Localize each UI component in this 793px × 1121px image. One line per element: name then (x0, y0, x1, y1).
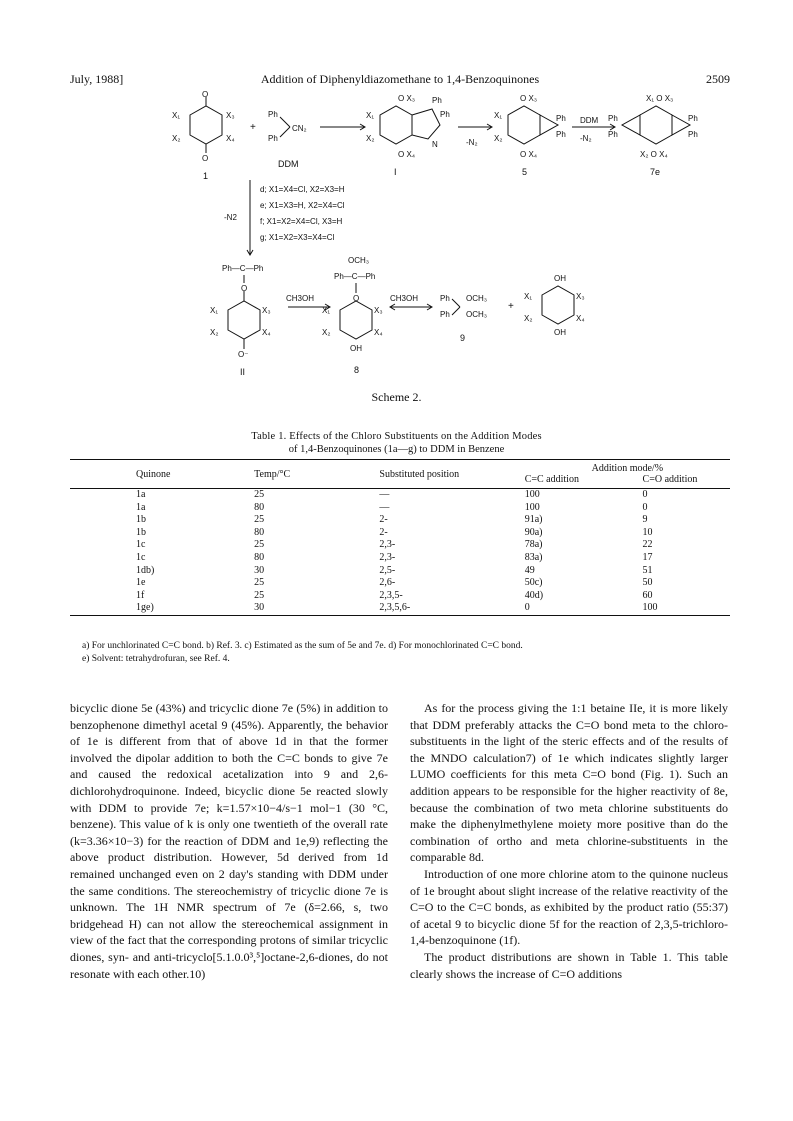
svg-text:X₁: X₁ (366, 111, 375, 120)
label-8: 8 (354, 365, 360, 375)
cell-co: 50 (642, 577, 653, 589)
right-paragraph-2: Introduction of one more chlorine atom to the quinone nucleus of 1e brought about slight increase of the relative reactivity of the C=O to the C=C bonds, as exhibited by the product ratio (55:37) of acetal 9 to bicyclic dione 5f for the reaction of 2,3,5-trichloro-1,4-benzoquinone (1f). (410, 866, 728, 948)
svg-text:-N₂: -N₂ (580, 134, 592, 143)
table-footnotes (82, 640, 742, 666)
table-caption-line1: Table 1. Effects of the Chloro Substituents on the Addition Modes (251, 431, 542, 442)
svg-text:X₃: X₃ (576, 292, 585, 301)
svg-text:+: + (250, 122, 256, 133)
table-caption-line2: of 1,4-Benzoquinones (1a—g) to DDM in Benzene (288, 444, 505, 455)
body-left-column (70, 700, 388, 982)
cell-temp: 25 (254, 589, 265, 601)
label-ch3oh-1: CH3OH (286, 294, 315, 303)
svg-text:X₄: X₄ (262, 328, 271, 337)
svg-text:X₁: X₁ (172, 111, 181, 120)
cell-co: 10 (642, 526, 653, 538)
subs-e: e; X1=X3=H, X2=X4=Cl (260, 201, 345, 210)
cell-co: 22 (642, 539, 653, 551)
cell-position: — (379, 489, 390, 500)
svg-text:OH: OH (350, 344, 362, 353)
svg-text:O: O (353, 294, 360, 303)
svg-text:DDM: DDM (580, 116, 599, 125)
cell-cc: 100 (524, 501, 540, 513)
quinone-ring (190, 106, 222, 144)
svg-text:X₂: X₂ (366, 134, 375, 143)
col-quinone: Quinone (136, 468, 171, 480)
label-I: I (394, 167, 397, 177)
addition-mode-table (70, 459, 730, 616)
cell-temp: 80 (254, 526, 265, 538)
cell-co: 60 (642, 589, 653, 601)
svg-text:Ph: Ph (440, 294, 450, 303)
cell-position: 2,3- (379, 539, 396, 551)
svg-text:Ph: Ph (688, 130, 698, 139)
svg-text:OCH₃: OCH₃ (348, 256, 370, 265)
svg-text:Ph: Ph (432, 96, 442, 105)
svg-text:X₁: X₁ (524, 292, 533, 301)
label-5: 5 (522, 167, 528, 177)
svg-text:Ph: Ph (268, 134, 278, 143)
svg-text:X₂: X₂ (322, 328, 331, 337)
table-row (70, 602, 730, 615)
subs-g: g; X1=X2=X3=X4=Cl (260, 233, 335, 242)
footnote-2: e) Solvent: tetrahydrofuran, see Ref. 4. (82, 654, 230, 664)
cell-cc: 78a) (524, 539, 543, 551)
body-right-column (410, 700, 728, 982)
header-title: Addition of Diphenyldiazomethane to 1,4-Benzoquinones (260, 72, 540, 86)
cell-quinone: 1a (136, 501, 146, 513)
col-cc: C=C addition (524, 474, 579, 485)
svg-text:OCH₃: OCH₃ (466, 294, 488, 303)
label-II: II (240, 367, 246, 377)
svg-text:O: O (241, 284, 248, 293)
cell-co: 9 (642, 514, 648, 526)
svg-text:X₂: X₂ (524, 314, 533, 323)
svg-text:O X₄: O X₄ (520, 150, 538, 159)
cell-co: 17 (642, 551, 653, 563)
subs-d: d; X1=X4=Cl, X2=X3=H (260, 185, 345, 194)
svg-text:X₃: X₃ (262, 306, 271, 315)
cell-temp: 80 (254, 501, 265, 513)
cell-quinone: 1e (136, 577, 146, 589)
svg-text:Ph: Ph (556, 130, 566, 139)
cell-temp: 30 (254, 602, 265, 614)
svg-text:O: O (202, 154, 209, 163)
svg-text:Ph—C—Ph: Ph—C—Ph (222, 264, 264, 273)
right-paragraph-1: As for the process giving the 1:1 betaine IIe, it is more likely that DDM preferably attacks the C=O bond meta to the chloro-substituents in the light of the steric effects and of the results of the MNDO calculation7) of 1e which indicates slightly larger LUMO coefficients for this meta C=O bond (Fig. 1). Such an addition appears to be responsible for the higher reactivity of 8e, because the combination of two meta chlorine substituents do make the diphenylmethylene moiety more positive than do the combination of ortho and meta chlorine-substituents in the comparable 8d. (410, 701, 728, 865)
cell-position: 2,3- (379, 551, 396, 563)
cell-position: — (379, 501, 390, 513)
cell-position: 2- (379, 514, 388, 526)
cell-quinone: 1a (136, 489, 146, 500)
label-n2: -N2 (224, 213, 237, 222)
cell-quinone: 1c (136, 551, 146, 563)
table-row (70, 489, 730, 502)
cell-cc: 100 (524, 489, 540, 500)
col-mode: Addition mode/% (591, 463, 664, 474)
col-position: Substituted position (379, 468, 460, 480)
subs-f: f; X1=X2=X4=Cl, X3=H (260, 217, 343, 226)
svg-text:OH: OH (554, 328, 566, 337)
svg-text:X₄: X₄ (374, 328, 383, 337)
svg-text:O X₃: O X₃ (398, 94, 416, 103)
reaction-scheme (170, 90, 730, 385)
svg-text:N: N (432, 140, 438, 149)
svg-text:Ph: Ph (440, 310, 450, 319)
label-1: 1 (203, 171, 209, 181)
cell-position: 2- (379, 526, 388, 538)
table-row (70, 590, 730, 603)
svg-text:OCH₃: OCH₃ (466, 310, 488, 319)
cell-quinone: 1b (136, 514, 146, 526)
svg-text:X₁: X₁ (494, 111, 503, 120)
svg-text:X₂: X₂ (494, 134, 503, 143)
header-date: July, 1988] (70, 72, 124, 86)
cell-quinone: 1f (136, 589, 145, 601)
label-7e: 7e (650, 167, 661, 177)
cell-cc: 49 (524, 564, 535, 576)
scheme-drawing (170, 90, 730, 385)
svg-text:O X₄: O X₄ (398, 150, 416, 159)
cell-cc: 0 (524, 602, 530, 614)
left-paragraph: bicyclic dione 5e (43%) and tricyclic dione 7e (5%) in addition to benzophenone dimethyl acetal 9 (45%). Apparently, the behavior of 1e is different from that of above 1d in that the former involved the dipolar addition to both the C=C bonds to give 7e and caused the redoxical acetalization into 9 and 2,6-dichlorohydroquinone. Indeed, bicyclic dione 5e reacted slowly with DDM to provide 7e; k=1.57×10−4/s−1 mol−1 (30 °C, benzene). This value of k is only one twentieth of the overall rate (k=3.36×10−3) for the reaction of DDM and 1e,9) reflecting the above product distribution. However, 5d derived from 1d remained unchanged even on 2 day's standing with DDM under the same conditions. The stereochemistry of tricyclic dione 7e is unknown. The 1H NMR spectrum of 7e (δ=2.66, s, two bridgehead H) can not allow the stereochemical assignment in view of the fact that the corresponding protons of similar tricyclic diones, syn- and anti-tricyclo[5.1.0.0³,⁵]octane-2,6-diones, do not resonate with each other.10) (70, 701, 388, 981)
cell-quinone: 1b (136, 526, 146, 538)
svg-text:X₄: X₄ (226, 134, 235, 143)
cell-cc: 90a) (524, 526, 543, 538)
cell-quinone: 1db) (136, 564, 155, 576)
cell-position: 2,3,5,6- (379, 602, 411, 614)
table-row (70, 577, 730, 590)
svg-text:X₁: X₁ (210, 306, 219, 315)
svg-text:Ph: Ph (268, 110, 278, 119)
svg-text:X₃: X₃ (374, 306, 383, 315)
table-caption (140, 430, 653, 456)
svg-text:O⁻: O⁻ (238, 350, 249, 359)
cell-quinone: 1ge) (136, 602, 154, 614)
right-paragraph-3: The product distributions are shown in Table 1. This table clearly shows the increase of C=O additions (410, 949, 728, 981)
svg-text:X₄: X₄ (576, 314, 585, 323)
svg-text:Ph: Ph (440, 110, 450, 119)
svg-text:O X₃: O X₃ (520, 94, 538, 103)
cell-temp: 25 (254, 539, 265, 551)
svg-text:OH: OH (554, 274, 566, 283)
table-row (70, 539, 730, 552)
cell-position: 2,3,5- (379, 589, 403, 601)
label-ch3oh-2: CH3OH (390, 294, 419, 303)
svg-text:+: + (508, 301, 514, 312)
svg-text:X₁ O X₃: X₁ O X₃ (646, 94, 674, 103)
footnote-1: a) For unchlorinated C=C bond. b) Ref. 3. c) Estimated as the sum of 5e and 7e. d) For monochlorinated C=C bond. (82, 641, 523, 651)
svg-text:X₁: X₁ (322, 306, 331, 315)
svg-text:Ph: Ph (608, 130, 618, 139)
cell-temp: 25 (254, 577, 265, 589)
svg-text:X₂: X₂ (172, 134, 181, 143)
svg-text:O: O (202, 90, 209, 99)
svg-text:X₃: X₃ (226, 111, 235, 120)
scheme-caption: Scheme 2. (371, 390, 422, 404)
col-temp: Temp/°C (254, 468, 291, 480)
table-row (70, 565, 730, 578)
svg-text:Ph: Ph (688, 114, 698, 123)
svg-text:-N₂: -N₂ (466, 138, 478, 147)
cell-temp: 25 (254, 514, 265, 526)
running-header (70, 72, 730, 88)
cell-temp: 30 (254, 564, 265, 576)
cell-cc: 91a) (524, 514, 543, 526)
svg-text:X₂ O X₄: X₂ O X₄ (640, 150, 668, 159)
svg-text:X₂: X₂ (210, 328, 219, 337)
svg-text:Ph—C—Ph: Ph—C—Ph (334, 272, 376, 281)
cell-quinone: 1c (136, 539, 146, 551)
cell-co: 100 (642, 602, 658, 614)
cell-co: 0 (642, 501, 648, 513)
cell-co: 0 (642, 489, 648, 500)
table-row (70, 552, 730, 565)
svg-text:Ph: Ph (608, 114, 618, 123)
table-row (70, 514, 730, 527)
cell-temp: 25 (254, 489, 265, 500)
cell-position: 2,5- (379, 564, 396, 576)
svg-text:CN₂: CN₂ (292, 124, 307, 133)
table-row (70, 527, 730, 540)
svg-text:Ph: Ph (556, 114, 566, 123)
cell-cc: 83a) (524, 551, 543, 563)
cell-temp: 80 (254, 551, 265, 563)
cell-co: 51 (642, 564, 653, 576)
table-row (70, 502, 730, 515)
cell-cc: 50c) (524, 577, 543, 589)
page-number: 2509 (706, 72, 730, 86)
col-co: C=O addition (642, 474, 698, 485)
label-ddm: DDM (278, 159, 299, 169)
label-9: 9 (460, 333, 466, 343)
cell-position: 2,6- (379, 577, 396, 589)
cell-cc: 40d) (524, 589, 544, 601)
